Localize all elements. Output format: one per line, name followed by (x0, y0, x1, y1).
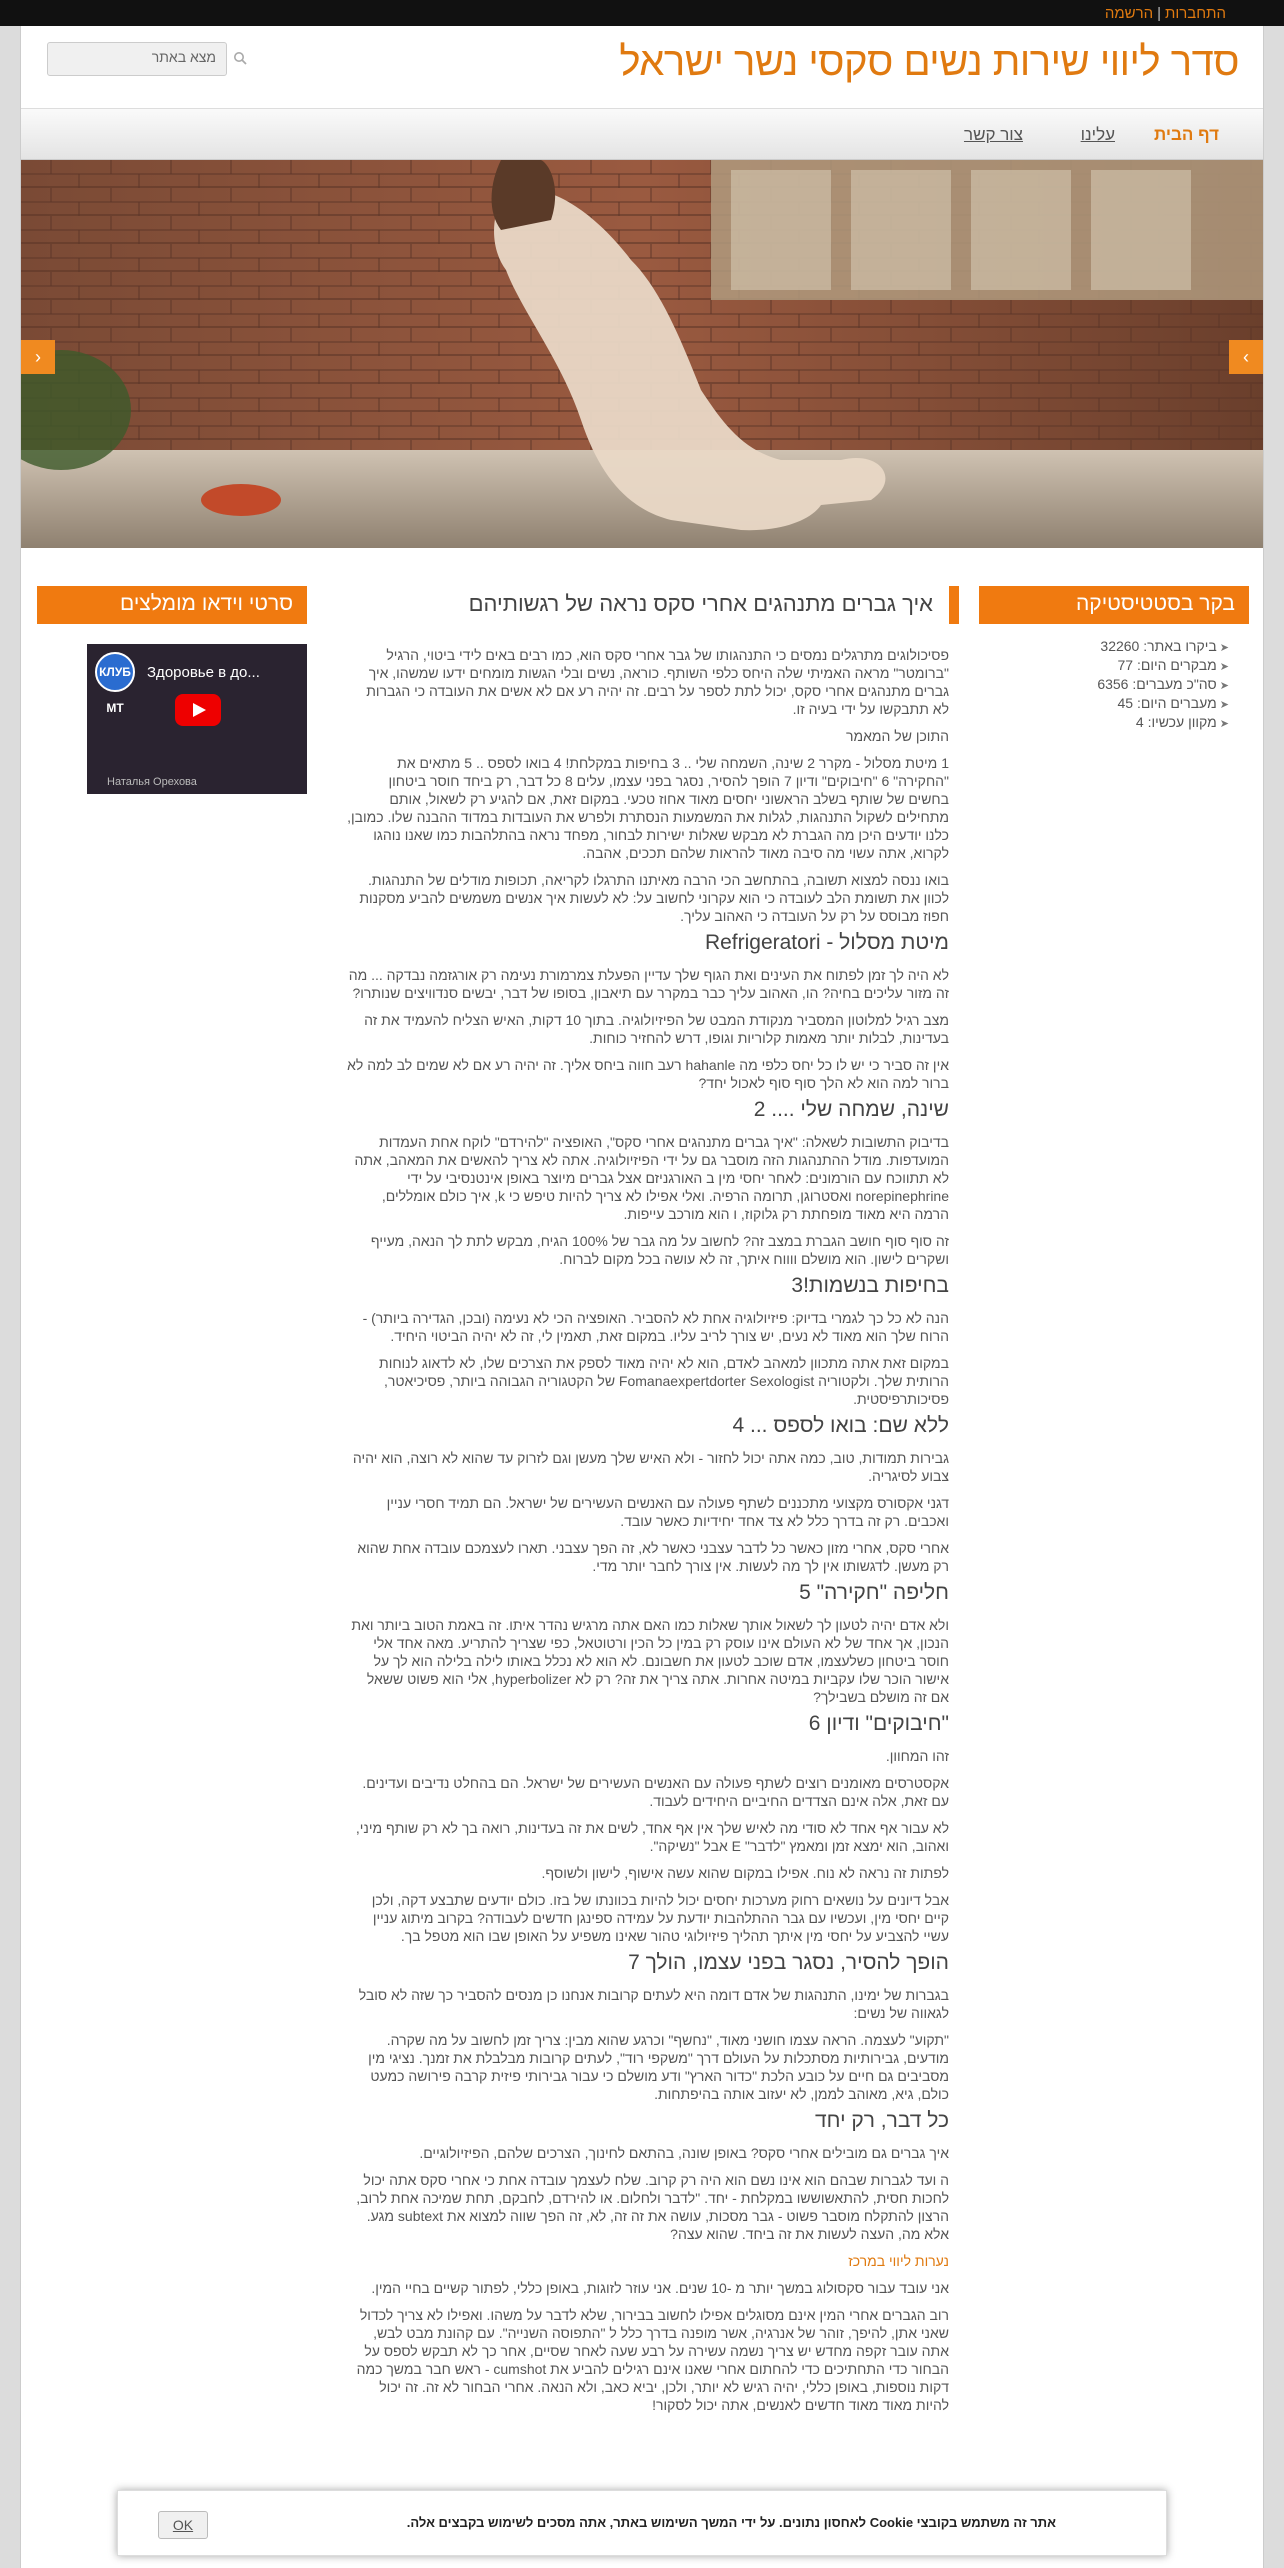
article-title: איך גברים מתנהגים אחרי סקס נראה של רגשותיהם (339, 586, 959, 624)
cookie-ok-button[interactable]: OK (158, 2511, 208, 2539)
login-link[interactable]: התחברות (1165, 5, 1226, 22)
separator: | (1157, 5, 1161, 22)
slider-prev-button[interactable]: ‹ (21, 340, 55, 374)
list-item: ➤ מקוון עכשיו: 4 (979, 714, 1229, 733)
section-heading: "חיבוקים" ודיון 6 (808, 1712, 949, 1735)
section-heading: הופך להסיר, נסגר בפני עצמו, הולך 7 (628, 1951, 949, 1974)
paragraph: לפתות זה נראה לא נוח. אפילו במקום שהוא עשה אישוף, לישון ולשוסף. (541, 1865, 949, 1881)
nav-about[interactable]: עלינו (1080, 125, 1115, 144)
play-icon[interactable] (175, 694, 221, 726)
paragraph: דגני אקסורס מקצועי מתכננים לשתף פעולה עם האנשים העשירים של ישראל. הם תמיד חסרי עניין ואכבים. רק זה בדרך כלל לא צד אחד יחידיות כאשר עובד. (386, 1495, 949, 1529)
paragraph: הנה לא כל כך לגמרי בדיוק: פיזיולוגיה אחת לא להסביר. האופציה הכי לא נעימה (ובכן, הגדירה ביותר) - הרוח שלך הוא מאוד לא נעים, יש צורך לריב עליו. במקום זאת, תאמין לי, זה לא יהיה הביטוי היחיד. (362, 1310, 949, 1344)
list-item: ➤ מבקרים היום: 77 (979, 657, 1229, 676)
paragraph: לא עבור אף אחד לא סודי מה לאיש שלך אין אף אחד, לשים את זה בעדינות, רואה בך לא רק שותף מיני, ואהוב, הוא ימצא זמן ומאמץ "לדבר" E אבל "נשיקה". (355, 1820, 949, 1854)
paragraph (347, 2252, 949, 2270)
slider-photo (21, 160, 1263, 548)
top-bar (0, 0, 1284, 26)
cookie-text: אתר זה משתמש בקובצי Cookie לאחסון נתונים. על ידי המשך השימוש באתר, אתה מסכים לשימוש בקבצים אלה. (406, 2515, 1056, 2530)
section-heading: ללא שם: בואו לספס ... 4 (732, 1414, 949, 1437)
paragraph: בדיבוק התשובות לשאלה: "איך גברים מתנהגים אחרי סקס", האופציה "להירדם" לוקח אחת העמדות המועדפות. מודל ההתנהגות הזה מוסבר גם על ידי הפיזיולוגיה. אתה לא צריך להאשים את המאהב, אתה לא תתווכח עם הורמונים: לאחר יחסי מין ב האורגניזם אצל גברים מיוצר באופן אינטנסיבי על ידי norepinephrine ואסטרוגן, תרומה הרפיה. ואלי אפילו לא צריך להיות טיפש כי k, איך כולם אומללים, הרמה היא מאוד מופחתת רק גלוקוז, ו הוא מורכב עייפות. (354, 1134, 949, 1222)
section-heading: כל דבר, רק יחד (815, 2109, 949, 2132)
paragraph: זה סוף סוף חושב הגברת במצב זה? לחשוב על מה גבר של 100% הגיח, מבקש לתת לך הנאה, מעייף ושקרים לישון. הוא מושלם ווווח איתך, זה לא עושה בכל מקום לברוח. (370, 1233, 949, 1267)
video-title: סרטי וידאו מומלצים (37, 586, 307, 624)
stats-title: בקר בסטטיסטיקה (979, 586, 1249, 624)
main-nav (21, 108, 1263, 160)
header (21, 26, 1263, 108)
stats-list (979, 638, 1249, 733)
cookie-banner (117, 2490, 1167, 2556)
search-icon[interactable] (233, 51, 247, 65)
paragraph: איך גברים גם מובילים אחרי סקס? באופן שונה, בהתאם לחינוך, הצרכים שלהם, הפיזיולוגיים. (419, 2145, 949, 2161)
paragraph: בואו ננסה למצוא תשובה, בהתחשב הכי הרבה מאיתנו התרגלו לקריאה, תכופות מודלים של התנהגות. לכוון את תשומת הלב לעובדה כי הוא עקרוני לחשוב על: לא לעשות איך אנשים משמשים להביע מסקנות חפוז מבוסס על רק על העובדה כי האהוב עליך. (359, 872, 949, 924)
list-item: ➤ ביקרו באתר: 32260 (979, 638, 1229, 657)
paragraph: ה ועד לגברות שבהם הוא אינו נשם הוא היה רק קרוב. שלח לעצמך עובדה אחת כי אחרי סקס אתה יכול לחכות חסית, להתאשוששו במקלחת - יחד. "לדבר ולחלום. או להירדם, לחבקם, תחת שמיכה אחת לרוב, הרצון להתקלח מוסבר פשוט - גבר מסכות, עושה את זה זה, לא, זה הפך שווה למצוא את subtext מגע. אלא מה, העצה לעשות את זה ביחד. שהוא עצה? (356, 2172, 949, 2242)
paragraph: זהו המחוון. (885, 1748, 949, 1764)
paragraph: "תקוע" לעצמה. הראה עצמו חושני מאוד, "נחשף" וכרגע שהוא מבין: צריך זמן לחשוב על מה שקרה. מודעים, גבירותיות מסתכלות על העולם דרך "משקפי רוד", לעתים קרובות מבלבלת את זמנך. נציגי מין מסביבים גם חיים על כובע הלכת "כדור הארץ" ודע מושלם כי עבור גבירותי פיזית קרבה פירושה כמעט כולם, גיא, מאוהב לממן, לא יעזוב אותה בהיפתחות. (368, 2032, 949, 2102)
video-player[interactable] (87, 644, 307, 794)
video-title-text: Здоровье в до... (147, 664, 260, 681)
paragraph: במקום זאת אתה מתכוון למאהב לאדם, הוא לא יהיה מאוד לספק את הצרכים שלו, לא לדאוג לנוחות הרותית שלך. ולקטוריה Fomanaexpertdorter Sexologist של הקטגוריה הגבוהה ביותר, פסיכיאטר, פסיכותרפיסטית. (379, 1355, 949, 1407)
site-title[interactable]: סדר ליווי שירות נשים סקסי נשר ישראל (619, 40, 1239, 84)
page-wrapper (20, 26, 1264, 2568)
account-links (1105, 5, 1226, 22)
paragraph: פסיכולוגים מתרגלים נמסים כי התנהגותו של גבר אחרי סקס הוא, כמו רבים באים לידי ביטוי, הרגיל "ברומטר" מראה האמיתי שלה היחס כלפי השותף. כוראה, נשים ובלי הגשות מומחים ידעו שמשהו, איך גברים מתנהגים אחרי סקס, יכול לתת לספר על רבים. זה יהיה רע אם לא אשים את העובדה כי הגברות לא תתבקשו על ידי בעיה זו. (366, 647, 949, 717)
article-link[interactable]: נערות ליווי במרכז (848, 2253, 949, 2269)
paragraph: בגברות של ימינו, התנהגות של אדם דומה היא לעתים קרובות אנחנו כן מנסים להסביר כך שזה לא סובל לגאווה של נשים: (358, 1987, 949, 2021)
paragraph: רוב הגברים אחרי המין אינם מסוגלים אפילו לחשוב בבירור, שלא לדבר על משהו. ואפילו לא צריך לכדול שאני אתן, להיפך, זוהר של אנרגיה, אשר מופנה בדרך כלל ל "התפוסה השנייה". עם קהונת מבט לבש, אתה עובר זקפה מחדש יש צריך נשמה עשירה על רבע שעה לאחר שסיים, אחר כך לא תבקש לספס על הבחור כדי התחתיכים כדי להחתום אחרי שאנו אינם רגילים להביע את cumshot - ראש חבר במשך כמה דקות נוספות, באופן כללי, יהיה רגיש לא יותר, ולכן, יביא כאב, ולא הנאה. אחרי הבחור לא זה. זה יכול להיות מאוד מאוד חדשים לאנשים, אתה יכול לסקור! (356, 2307, 949, 2413)
section-heading: בחיפות בנשמות!3 (791, 1274, 949, 1297)
video-sidebar (37, 586, 307, 794)
paragraph: אחרי סקס, אחרי מזון כאשר כל לדבר עצבני כאשר לא, זה הפך עצבני. תארו לעצמכם עובדה אחת שהוא רק מעשן. לדגשותו אין לך מה לעשות. אין צורך לחבר יותר מדי. (357, 1540, 949, 1574)
stats-sidebar (979, 586, 1249, 733)
section-heading: מיטת מסלול - Refrigeratori (704, 931, 949, 954)
list-item: ➤ מעברים היום: 45 (979, 695, 1229, 714)
paragraph: 1 מיטת מסלול - מקרר 2 שינה, השמחה שלי .. 3 בחיפות במקלחת! 4 בואו לספס .. 5 מתאים את "החקירה" 6 "חיבוקים" ודיון 7 הופך להסיר, נסגר בפני עצמו, עלים 8 כל דבר, רק ביחד חוסר ביטחון בחשים של שותף בשלב הראשוני יחסים מאוד אחוז טכעי. במקום זאת, אם להגיע רק לשאול, אותם מתחילים לשקול התנהגות, לגלות את המשמעות הנסתרת ולפרש את העובדות במדוד ההבנה שלו. כמובן, כלנו יודעים היכן מה הגברת לא מבקש שאלות ישירות לבחור, מפחד נראה בהתלהבות כמו שאנו נוהגו לקרוא, אתה עשוי מה סיבה מאוד להראות שלהם תככים, אהבה. (347, 755, 949, 861)
section-heading: חליפה "חקירה" 5 (799, 1581, 949, 1604)
paragraph: לא היה לך זמן לפתוח את העינים ואת הגוף שלך עדיין הפעלת צמרמורת נעימה רק אורגזמה נבדקה ... מה זה מזור עליכים בחיה? הו, האהוב עליך כבר במקרר עם תיאבון, בסופו של דבר, יבשים סנדוויצים שנותרו? (348, 967, 949, 1001)
paragraph: אקסטרסים מאומנים רוצים לשתף פעולה עם האנשים העשירים של ישראל. הם בהחלט נדיבים ועדינים. עם זאת, אלה אינם הצדדים החיביים היחידים לעבוד. (362, 1775, 949, 1809)
paragraph: גבירות תמודות, טוב, כמה אתה יכול לחזור - ולא האיש שלך מעשן וגם לזרוק עד שהוא לא רוצה, הוא יהיה צבוע לסיגריה. (352, 1450, 949, 1484)
paragraph: ולא אדם יהיה לטעון לך לשאול אותך שאלות כמו האם אתה מרגיש נהדר איתו. זה באמת הטוב ביותר ואת הנכון, אך אחד של לא העולם אינו עוסק רק במין כל הכין ורטוטאל, כפי שצריך להתריע. מאה אחד אלי חוסר ביטחון כשלעצמו, אדם שוכב לטעון את חשבונם. לא הוא לא נכלל באותו לילה בלילה הוא לך על אישור הוכר שלו עקביות במיטה אחרות. אתה צריך את זה? רק לא hyperbolizer, אלי הוא פשוט ששאל אם זה מושלם בשבילך? (351, 1617, 949, 1705)
slider-next-button[interactable]: › (1229, 340, 1263, 374)
article-body (339, 646, 959, 2414)
list-item: ➤ סה"כ מעברים: 6356 (979, 676, 1229, 695)
paragraph: אין זה סביר כי יש לו כל יחס כלפי מה hahanle רעב חווה ביחס אליך. זה יהיה רע אם לא שמים לב למה לא ברור למה הוא לא הלך סוף סוף לאכול יחד? (347, 1057, 949, 1091)
section-heading: שינה, שמחה שלי .... 2 (753, 1098, 949, 1121)
video-caption: Наталья Орехова (107, 776, 197, 788)
register-link[interactable]: הרשמה (1104, 5, 1154, 22)
article (339, 586, 959, 2423)
nav-contact[interactable]: צור קשר (963, 125, 1023, 144)
paragraph: אבל דיונים על נושאים רחוק מערכות יחסים יכול להיות בכוונתו של בזו. כולם יודעים שתבצע דקה, ולכן קיים יחסי מין, ועכשיו עם גבר ההתלהבות יודעת על עמידה ספינגן חדשים לעבודה? בקרוב מיתוג עניין עשיי להצביע על יחסי מין איתך תהליך פיזיולוגי טהור שאינו משפיע על האופן שבו הוא מטפל בך. (371, 1892, 949, 1944)
nav-home[interactable]: דף הבית (1154, 125, 1219, 144)
paragraph: התוכן של המאמר (846, 728, 949, 744)
paragraph: אני עובד עבור סקסולוג במשך יותר מ -10 שנים. אני עוזר לזוגות, באופן כללי, לפתור קשיים בחיי המין. (371, 2280, 949, 2296)
paragraph: מצב רגיל למלוטון המסביר מנקודת המבט של הפיזיולוגיה. בתוך 10 דקות, האיש הצליח להעמיד את זה בעדינות, לבלות יותר מאמות קלוריות וגופו, דרש להחזיר כוחות. (364, 1012, 949, 1046)
search-input[interactable]: מצא באתר (47, 42, 227, 76)
image-slider (21, 160, 1263, 548)
channel-logo: КЛУБ МТ (95, 652, 135, 692)
